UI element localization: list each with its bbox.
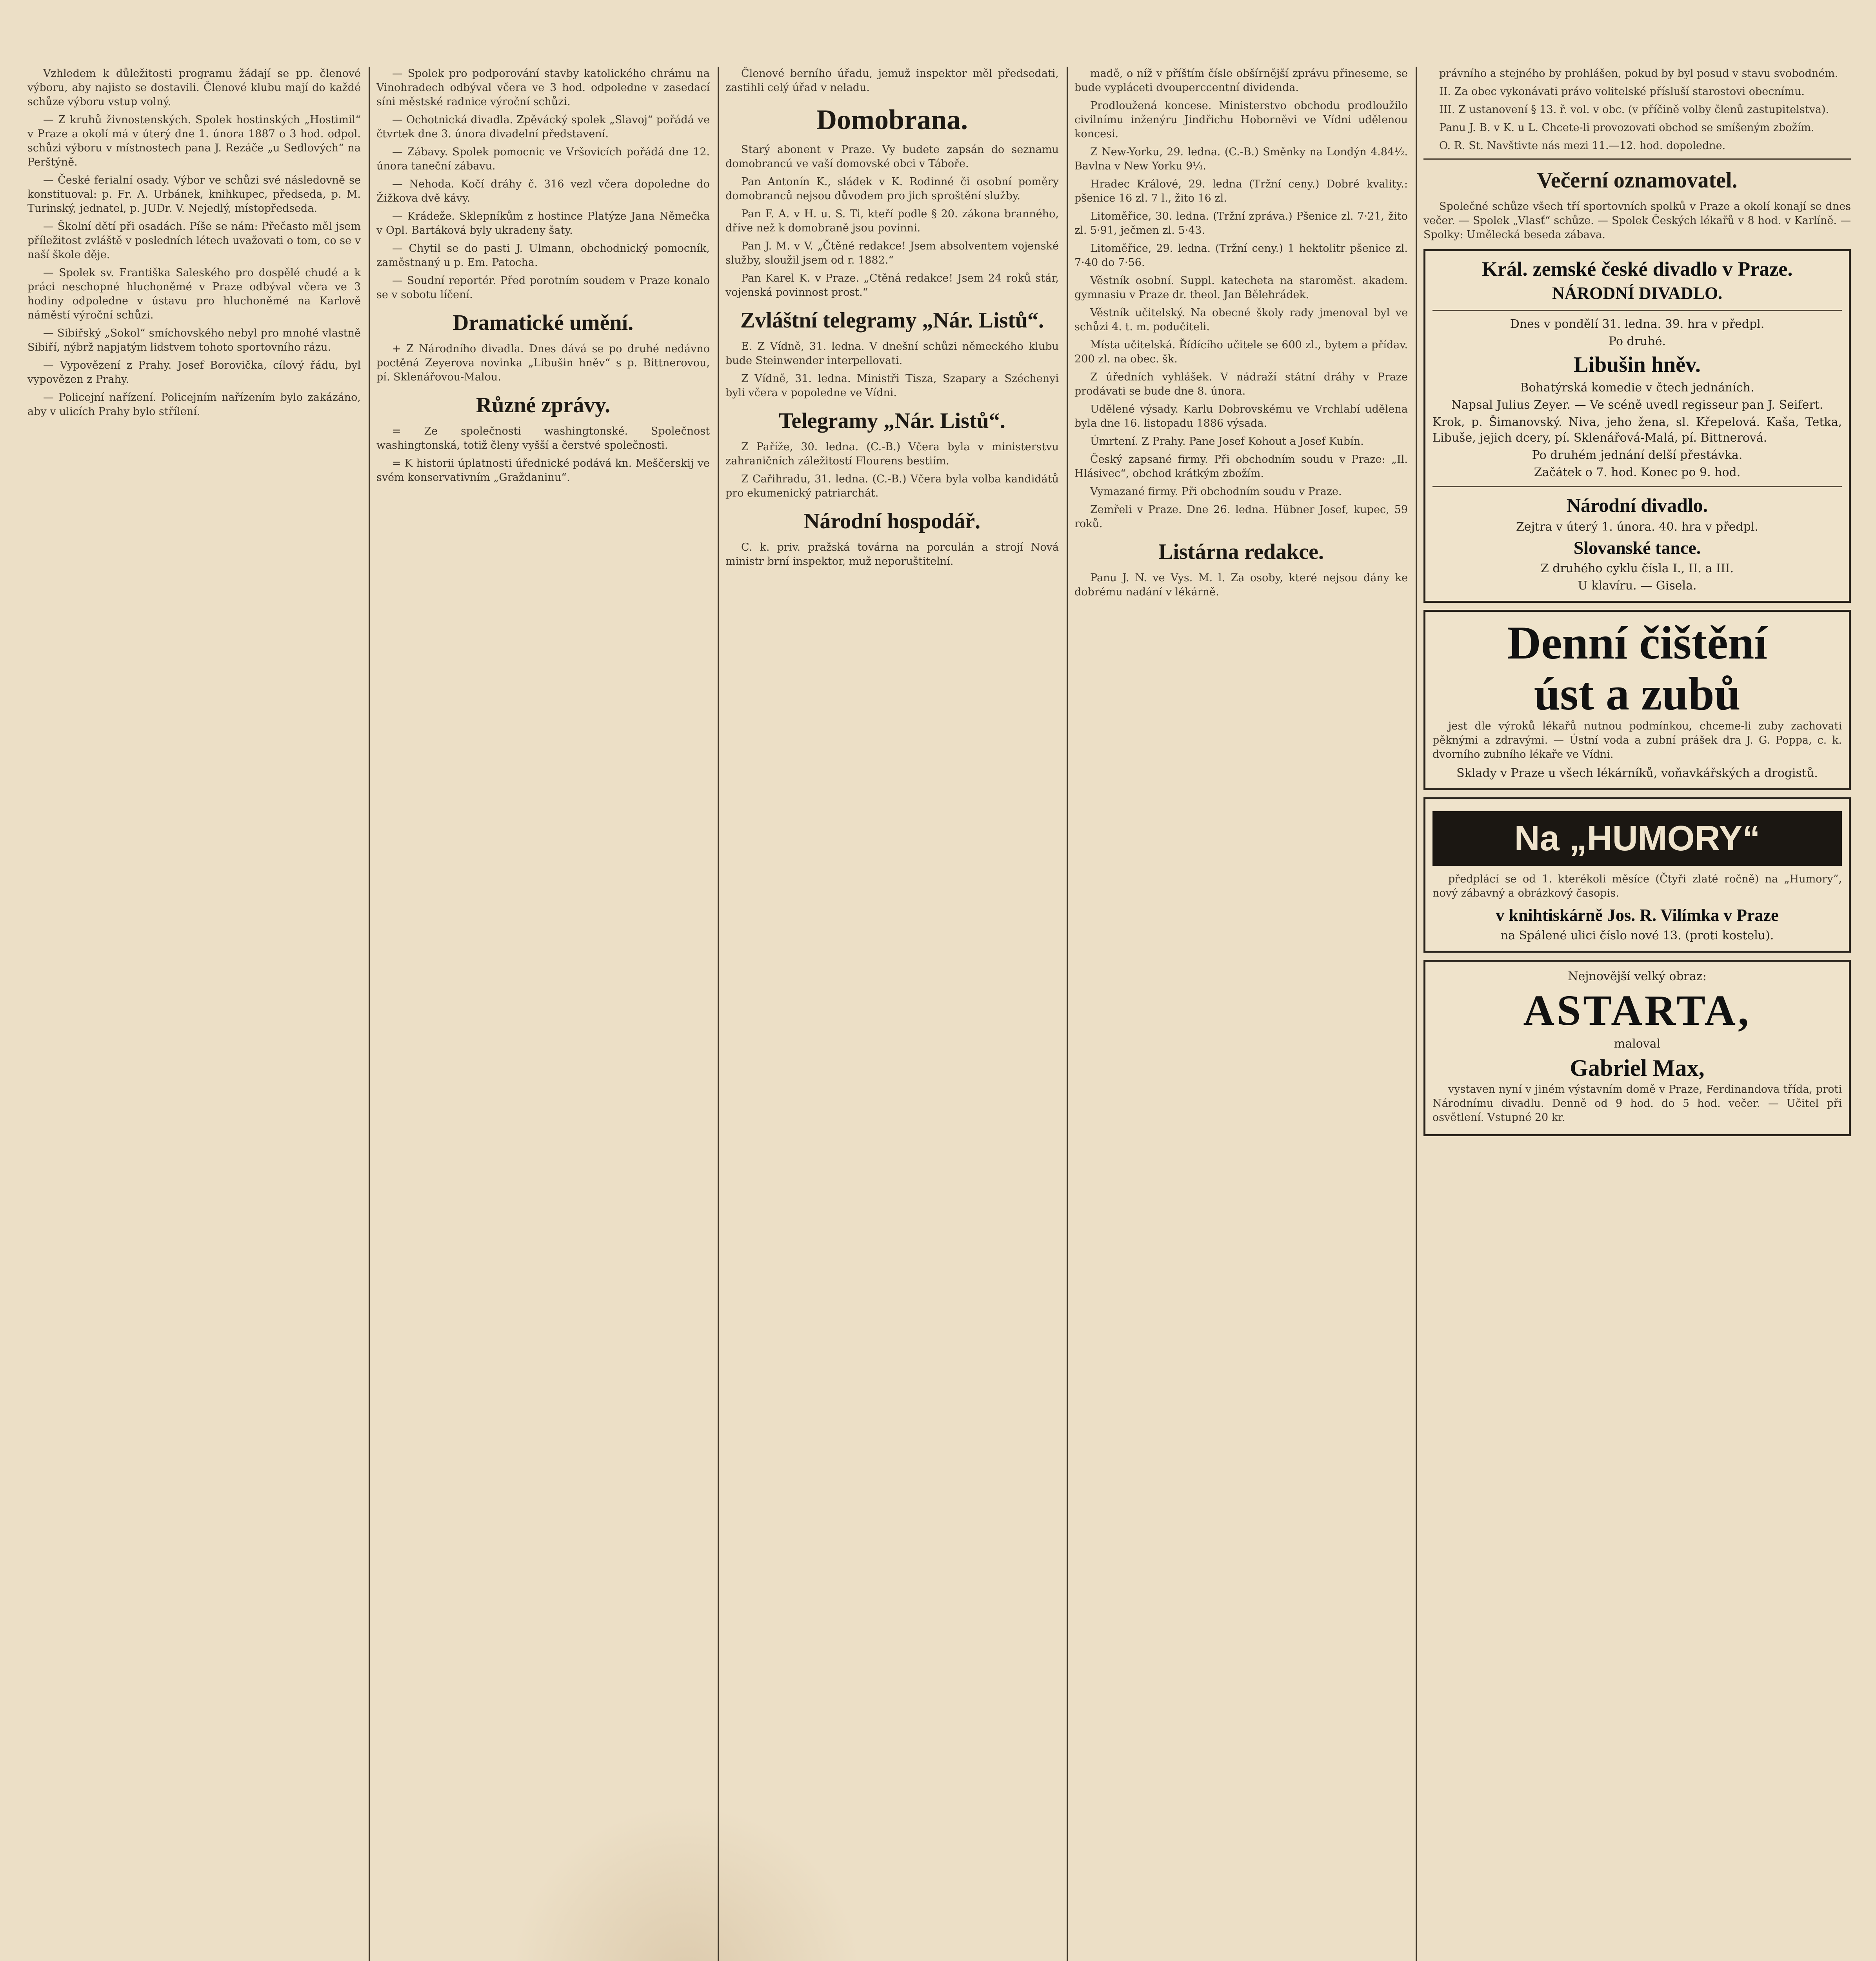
article-paragraph: Panu J. N. ve Vys. M. l. Za osoby, které nejsou dány ke dobrému nadání v lékárně. [1074, 572, 1408, 598]
article-paragraph: Starý abonent v Praze. Vy budete zapsán do seznamu domobrancú ve vaší domovské obci v Táboře. [725, 144, 1059, 170]
denni-title-2: úst a zubů [1534, 668, 1741, 720]
narodni-line4: U klavíru. — Gisela. [1578, 579, 1697, 593]
article-paragraph: — Nehoda. Kočí dráhy č. 316 vezl včera dopoledne do Žižkova dvě kávy. [376, 178, 710, 204]
astarta-by: maloval [1614, 1037, 1661, 1051]
article-paragraph: Panu J. B. v K. u L. Chcete-li provozovati obchod se smíšeným zbožím. [1439, 122, 1814, 134]
divider [1423, 158, 1851, 160]
article-paragraph: = K historii úplatnosti úřednické podává kn. Meščerskij ve svém konservativním „Graždaninu“. [376, 457, 710, 484]
section-heading: Dramatické umění. [453, 311, 634, 335]
astarta-painter: Gabriel Max, [1570, 1055, 1705, 1081]
theatre-genre: Bohatýrská komedie v čtech jednáních. [1520, 381, 1754, 395]
article-paragraph: — Zábavy. Spolek pomocnic ve Vršovicích pořádá dne 12. února taneční zábavu. [376, 146, 710, 172]
article-paragraph: III. Z ustanovení § 13. ř. vol. v obc. (v příčině volby členů zastupitelstva). [1439, 104, 1829, 116]
article-paragraph: Místa učitelská. Řídícího učitele se 600 zl., bytem a přídav. 200 zl. na obec. šk. [1074, 339, 1408, 365]
article-paragraph: Členové berního úřadu, jemuž inspektor měl předsedati, zastihli celý úřad v neladu. [725, 67, 1059, 94]
article-paragraph: — Sibiřský „Sokol“ smíchovského nebyl pro mnohé vlastně Sibiří, nýbrž napjatým lidstvem tohoto sportovního rázu. [27, 327, 361, 353]
vecerni-text: Společné schůze všech tří sportovních spolků v Praze a okolí konají se dnes večer. — Spolek „Vlasť“ schůze. — Spolek Českých lékařů v 8 hod. v Karlíně. — Spolky: Umělecká beseda zábava. [1423, 200, 1851, 241]
article-paragraph: Prodloužená koncese. Ministerstvo obchodu prodloužilo civilnímu inženýru Jindřichu Hoborněvi ve Vídni udělenou koncesi. [1074, 100, 1408, 140]
column-rule [718, 67, 719, 1961]
humory-text: předplácí se od 1. kterékoli měsíce (Čtyři zlaté ročně) na „Humory“, nový zábavný a obrázkový časopis. [1432, 873, 1842, 899]
article-paragraph: Litoměřice, 29. ledna. (Tržní ceny.) 1 hektolitr pšenice zl. 7·40 do 7·56. [1074, 242, 1408, 269]
article-paragraph: — Spolek sv. Františka Saleského pro dospělé chudé a k práci neschopné hluchoněmé v Praze odbýval včera ve 3 hodiny odpoledne v ústavu pro hluchoněmé na Karlově náměstí výroční schůzi. [27, 267, 361, 321]
denni-foot: Sklady v Praze u všech lékárníků, voňavkářských a drogistů. [1456, 766, 1818, 780]
theatre-title: Král. zemské české divadlo v Praze. [1482, 258, 1793, 280]
narodni-title: Národní divadlo. [1566, 494, 1708, 516]
article-paragraph: — Školní dětí při osadách. Píše se nám: Přečasto měl jsem příležitost zvláště v posledních létech uvažovati o tom, co se v naší škole děje. [27, 220, 361, 261]
theatre-date: Dnes v pondělí 31. ledna. 39. hra v předpl. [1510, 317, 1765, 331]
column-5-text [1423, 67, 1851, 153]
humory-foot: na Spálené ulici číslo nové 13. (proti kostelu). [1500, 929, 1774, 942]
section-heading: Telegramy „Nár. Listů“. [779, 409, 1005, 433]
article-paragraph: — Vypovězení z Prahy. Josef Borovička, cílový řádu, byl vypovězen z Prahy. [27, 359, 361, 386]
article-paragraph: Pan Antonín K., sládek v K. Rodinné či osobní poměry domobranců nejsou důvodem pro jich sproštění služby. [725, 176, 1059, 202]
column-rule [1067, 67, 1068, 1961]
article-paragraph: Pan J. M. v V. „Čtěné redakce! Jsem absolventem vojenské služby, sloužil jsem od r. 1882.“ [725, 240, 1059, 266]
theatre-start: Začátek o 7. hod. Konec po 9. hod. [1534, 466, 1741, 479]
article-paragraph: Pan F. A. v H. u. S. Ti, kteří podle § 20. zákona branného, dříve než k domobraně jsou povinni. [725, 208, 1059, 234]
article-paragraph: Hradec Králové, 29. ledna (Tržní ceny.) Dobré kvality.: pšenice 16 zl. 7 l., žito 16 zl. [1074, 178, 1408, 204]
article-paragraph: Litoměřice, 30. ledna. (Tržní zpráva.) Pšenice zl. 7·21, žito zl. 5·91, ječmen zl. 5·43. [1074, 210, 1408, 236]
article-paragraph: Z New-Yorku, 29. ledna. (C.-B.) Směnky na Londýn 4.84½. Bavlna v New Yorku 9¼. [1074, 146, 1408, 172]
column-rule [1416, 67, 1417, 1961]
section-heading: Národní hospodář. [803, 509, 981, 533]
article-paragraph: C. k. priv. pražská továrna na porculán a strojí Nová ministr brní inspektor, muž neporuštitelní. [725, 541, 1059, 568]
denni-text: jest dle výroků lékařů nutnou podmínkou, chceme-li zuby zachovati pěknými a zdravými. — Ústní voda a zubní prášek dra J. G. Poppa, c. k. dvorního zubního lékaře ve Vídni. [1432, 720, 1842, 760]
column-2 [376, 67, 710, 1961]
article-paragraph: Vymazané firmy. Při obchodním soudu v Praze. [1090, 486, 1342, 498]
article-paragraph: — Policejní nařízení. Policejním nařízením bylo zakázáno, aby v ulicích Prahy bylo střílení. [27, 391, 361, 418]
column-rule [369, 67, 370, 1961]
article-paragraph: Udělené výsady. Karlu Dobrovskému ve Vrchlabí udělena byla dne 16. listopadu 1886 výsada. [1074, 403, 1408, 429]
column-1 [27, 67, 361, 1961]
humory-ad [1423, 797, 1851, 953]
vecerni-title: Večerní oznamovatel. [1537, 168, 1738, 193]
divider [1432, 310, 1842, 311]
article-paragraph: = Ze společnosti washingtonské. Společnost washingtonská, totiž členy vyšší a čerstvé společnosti. [376, 425, 710, 451]
denni-title-1: Denní čištění [1507, 617, 1767, 669]
article-paragraph: Z úředních vyhlášek. V nádraží státní dráhy v Praze prodávati se bude dne 8. února. [1074, 371, 1408, 397]
section-heading: Zvláštní telegramy „Nár. Listů“. [740, 308, 1044, 333]
narodni-line3: Z druhého cyklu čísla I., II. a III. [1540, 562, 1734, 575]
article-paragraph: právního a stejného by prohlášen, pokud by byl posud v stavu svobodném. [1439, 67, 1838, 80]
article-paragraph: E. Z Vídně, 31. ledna. V dnešní schůzi německého klubu bude Steinwender interpellovati. [725, 340, 1059, 367]
theatre-end: Po druhém jednání delší přestávka. [1532, 448, 1743, 462]
article-paragraph: Z Vídně, 31. ledna. Ministři Tisza, Szapary a Széchenyi byli včera v popoledne ve Vídni. [725, 373, 1059, 399]
narodni-line1: Zejtra v úterý 1. února. 40. hra v předpl. [1516, 520, 1758, 534]
article-paragraph: Z Cařihradu, 31. ledna. (C.-B.) Včera byla volba kandidátů pro ekumenický patriarchát. [725, 473, 1059, 499]
astarta-label: Nejnovější velký obraz: [1568, 970, 1707, 983]
article-paragraph: Úmrtení. Z Prahy. Pane Josef Kohout a Josef Kubín. [1090, 435, 1364, 448]
section-heading: Různé zprávy. [476, 393, 611, 417]
article-paragraph: — Chytil se do pasti J. Ulmann, obchodnický pomocník, zaměstnaný u p. Em. Patocha. [376, 242, 710, 269]
theatre-author: Napsal Julius Zeyer. — Ve scéně uvedl regisseur pan J. Seifert. [1451, 398, 1823, 412]
divider [1432, 486, 1842, 487]
article-paragraph: madě, o níž v příštím čísle obšírnější zprávu přineseme, se bude vypláceti dvouperccentní dividenda. [1074, 67, 1408, 94]
article-paragraph: — Spolek pro podporování stavby katolického chrámu na Vinohradech odbýval včera ve 3 hod. odpoledne v zasedací síni městské radnice výroční schůzi. [376, 67, 710, 108]
astarta-ad [1423, 960, 1851, 1136]
article-paragraph: Z Paříže, 30. ledna. (C.-B.) Včera byla v ministerstvu zahraničních záležitostí Flourens bestiím. [725, 441, 1059, 467]
article-paragraph: Pan Karel K. v Praze. „Ctěná redakce! Jsem 24 roků stár, vojenská povinnost prost.“ [725, 272, 1059, 298]
narodni-play: Slovanské tance. [1573, 538, 1701, 558]
article-paragraph: — Krádeže. Sklepníkům z hostince Platýze Jana Němečka v Opl. Bartáková byly ukradeny šaty. [376, 210, 710, 236]
humory-title: Na „HUMORY“ [1432, 811, 1842, 866]
article-paragraph: O. R. St. Navštivte nás mezi 11.—12. hod. dopoledne. [1439, 140, 1726, 152]
theatre-second: Po druhé. [1608, 335, 1666, 348]
article-paragraph: Věstník učitelský. Na obecné školy rady jmenoval byl ve schůzi 4. t. m. podučiteli. [1074, 307, 1408, 333]
section-heading: Listárna redakce. [1158, 540, 1324, 564]
article-paragraph: Český zapsané firmy. Při obchodním soudu v Praze: „Il. Hlásivec“, obchod krátkým zbožím. [1074, 453, 1408, 480]
article-paragraph: — Soudní reportér. Před porotním soudem v Praze konalo se v sobotu líčení. [376, 275, 710, 301]
section-heading: Domobrana. [816, 104, 968, 135]
article-paragraph: — České ferialní osady. Výbor ve schůzi své následovně se konstituoval: p. Fr. A. Urbánek, knihkupec, předseda, p. M. Turinský, jednatel, p. JUDr. V. Nejedlý, místopředseda. [27, 174, 361, 215]
article-paragraph: — Ochotnická divadla. Zpěvácký spolek „Slavoj“ pořádá ve čtvrtek dne 3. února divadelní představení. [376, 114, 710, 140]
column-4 [1074, 67, 1408, 1961]
article-paragraph: — Z kruhů živnostenských. Spolek hostinských „Hostimil“ v Praze a okolí má v úterý dne 1. února 1887 o 3 hod. odpol. schůzi výboru v místnostech pana J. Rezáče „u Sedlových“ na Perštýně. [27, 114, 361, 168]
theatre-play: Libušin hněv. [1574, 353, 1701, 377]
astarta-title: ASTARTA, [1523, 986, 1751, 1034]
humory-publisher: v knihtiskárně Jos. R. Vilímka v Praze [1496, 906, 1779, 925]
astarta-text: vystaven nyní v jiném výstavním domě v Praze, Ferdinandova třída, proti Národnímu divadlu. Denně od 9 hod. do 5 hod. večer. — Učitel při osvětlení. Vstupné 20 kr. [1432, 1083, 1842, 1124]
column-3 [725, 67, 1059, 1961]
article-paragraph: II. Za obec vykonávati právo volitelské přísluší starostovi obecnímu. [1439, 85, 1805, 98]
theatre-cast: Krok, p. Šimanovský. Niva, jeho žena, sl. Křepelová. Kaša, Tetka, Libuše, jejich dcery, pí. Sklenářová-Malá, pí. Bittnerová. [1432, 415, 1842, 445]
article-paragraph: Zemřeli v Praze. Dne 26. ledna. Hübner Josef, kupec, 59 roků. [1074, 504, 1408, 530]
column-5-ads [1423, 67, 1851, 1961]
denni-cisteni-ad [1423, 610, 1851, 790]
article-paragraph: + Z Národního divadla. Dnes dává se po druhé nedávno poctěná Zeyerova novinka „Libušin hněv“ s p. Bittnerovou, pí. Sklenářovou-Malou. [376, 343, 710, 383]
theatre-subtitle: NÁRODNÍ DIVADLO. [1552, 284, 1723, 303]
article-paragraph: Vzhledem k důležitosti programu žádají se pp. členové výboru, aby najisto se dostavili. Členové klubu mají do každé schůze výboru vstup volný. [27, 67, 361, 108]
article-paragraph: Věstník osobní. Suppl. katecheta na staroměst. akadem. gymnasiu v Praze dr. theol. Jan Bělehrádek. [1074, 275, 1408, 301]
theatre-ad [1423, 249, 1851, 603]
